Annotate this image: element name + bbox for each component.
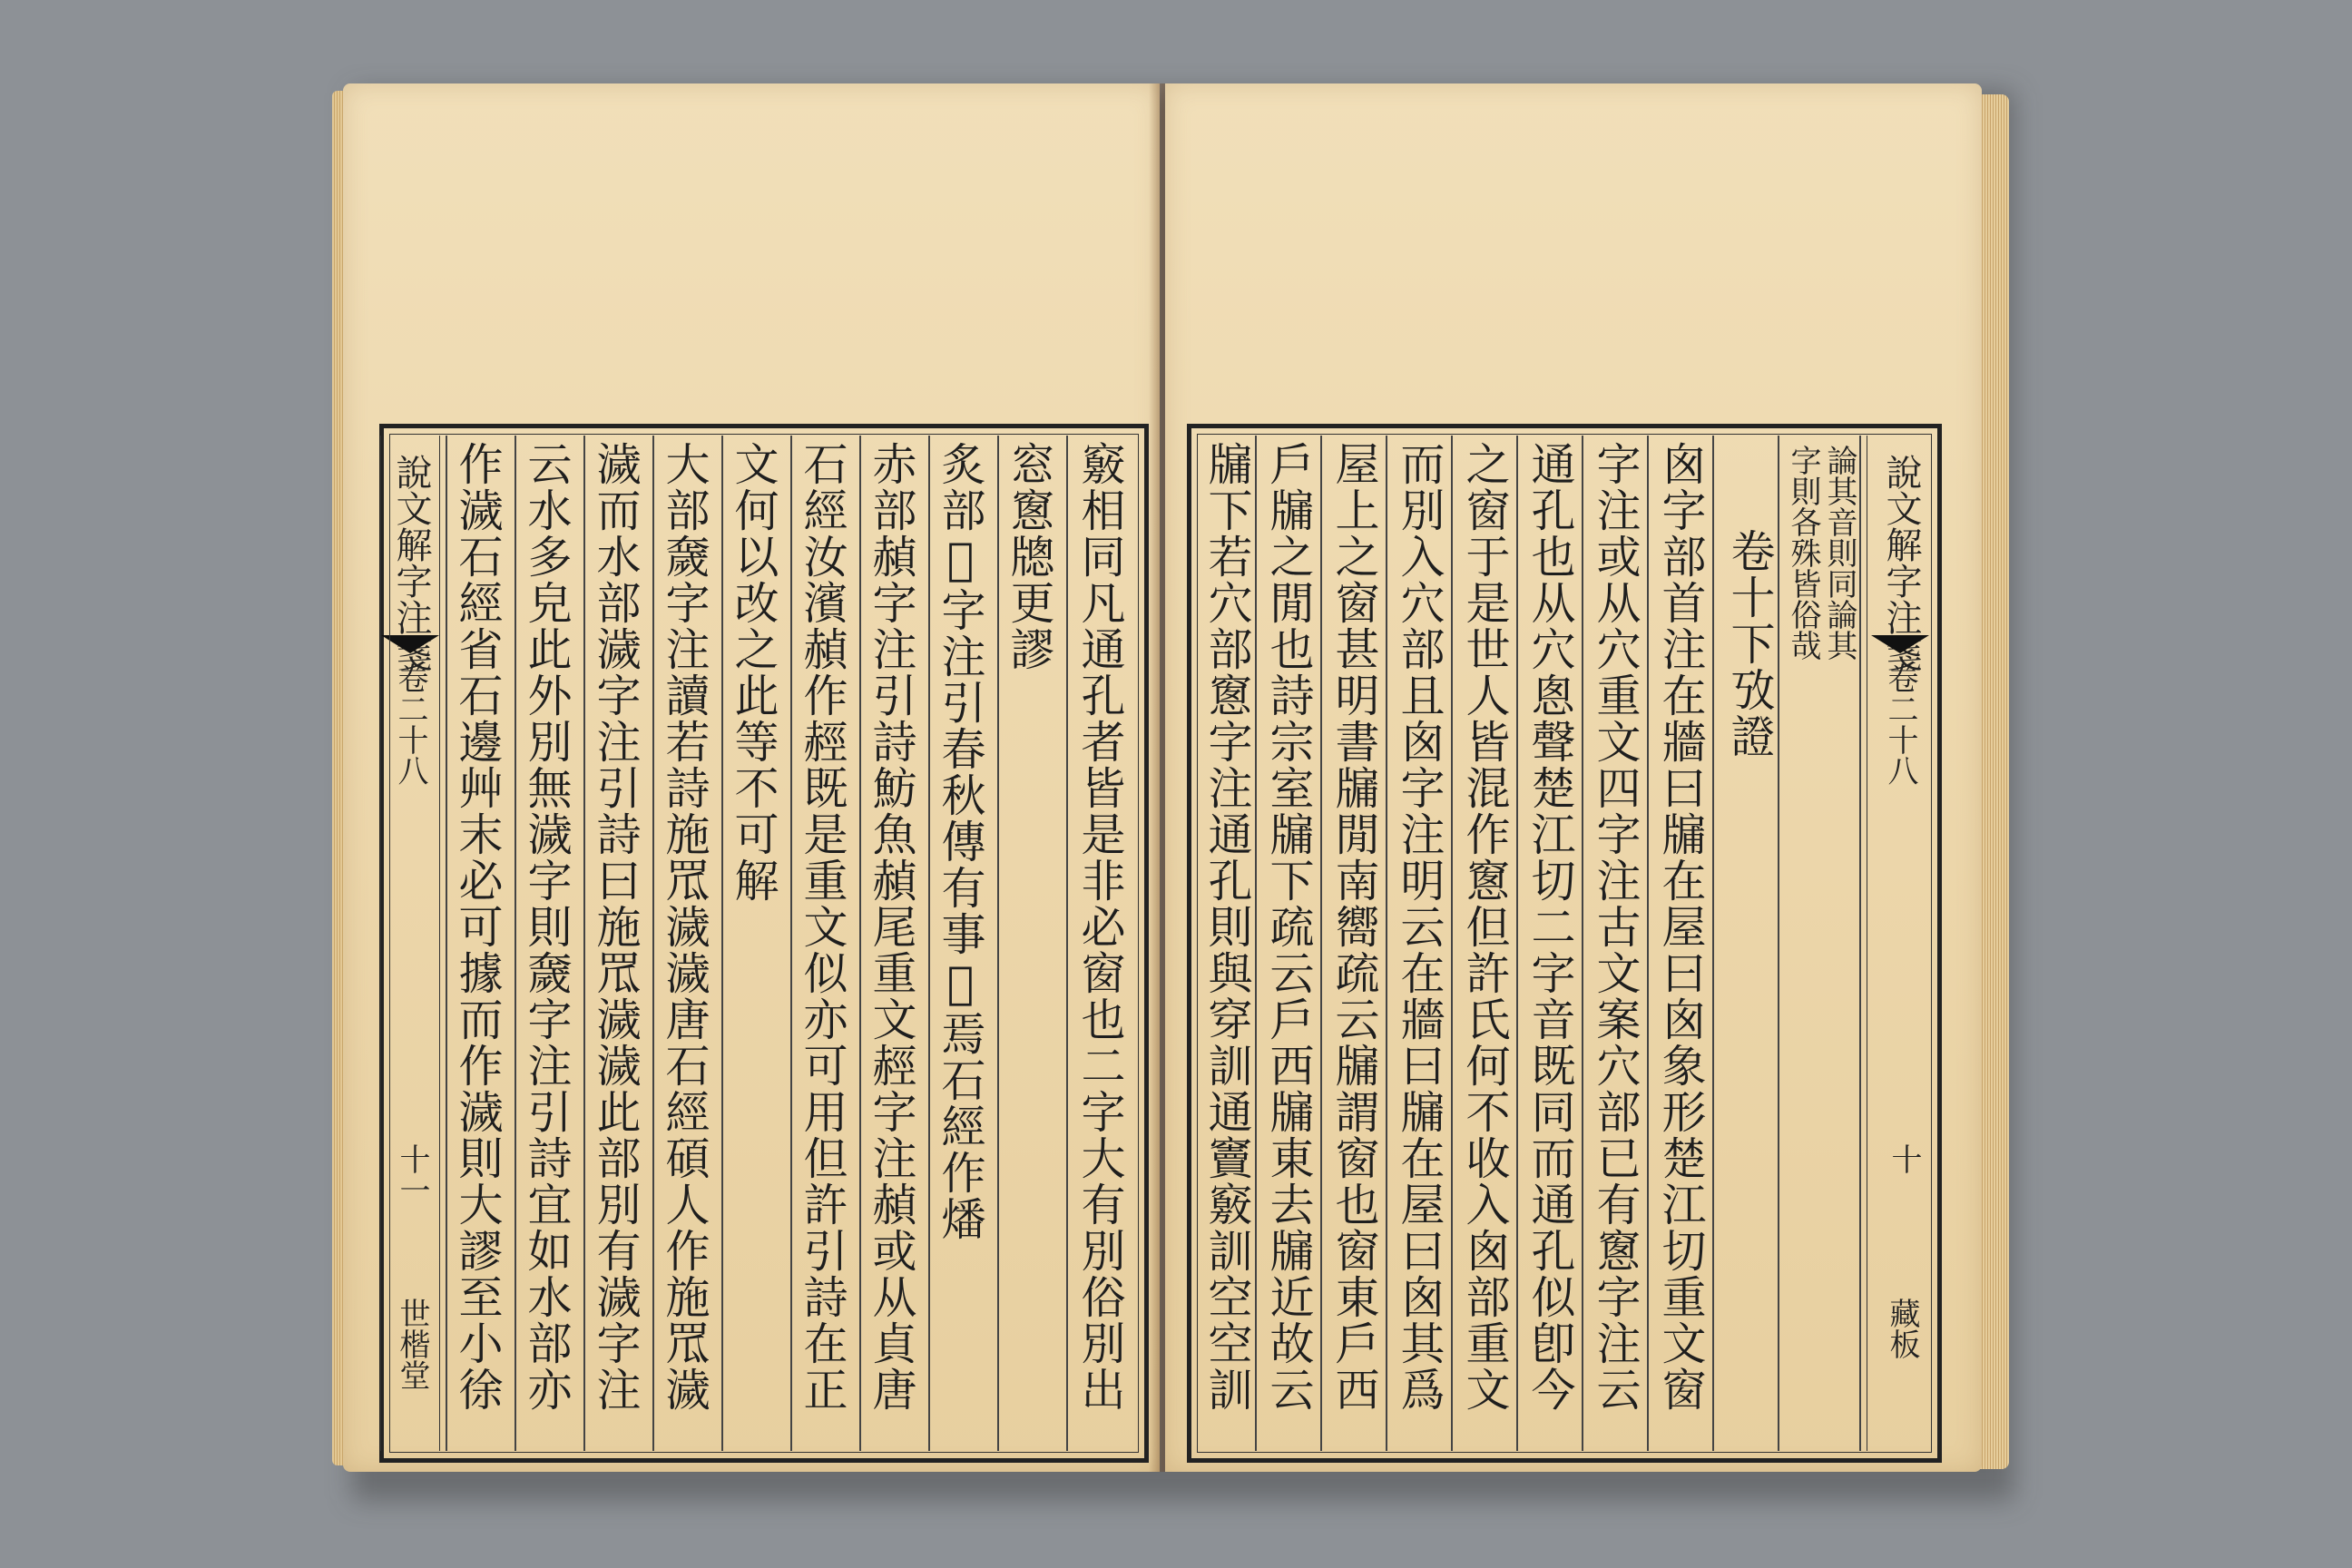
left-banxin [380, 436, 440, 1451]
right-margin-studio: 藏板 [1884, 1298, 1920, 1359]
left-col-3: 炙部𤓰字注引春秋傳有事𤓰焉石經作燔 [935, 441, 986, 1242]
right-page [1165, 83, 1982, 1472]
column-rule [446, 436, 447, 1451]
left-text-frame [379, 424, 1149, 1463]
right-margin-title: 說文解字注箋 [1880, 454, 1922, 671]
column-rule [997, 436, 999, 1451]
left-margin-volume: 卷二十八 [392, 662, 428, 786]
column-rule [1712, 436, 1714, 1451]
left-col-5: 石經汝濱赬作䞓既是重文似亦可用但許引詩在正 [797, 441, 848, 1413]
right-col-4: 之窗于是世人皆混作窻但許氏何不收入囪部重文 [1459, 441, 1511, 1413]
right-col-1: 囪字部首注在牆曰牖在屋曰囪象形楚江切重文窗 [1655, 441, 1707, 1413]
right-page-stack [1980, 94, 2009, 1469]
right-banxin [1867, 436, 1933, 1451]
chapter-heading: 卷十下攷證 [1724, 528, 1776, 760]
column-rule [1582, 436, 1583, 1451]
column-rule [1386, 436, 1387, 1451]
column-rule [1516, 436, 1518, 1451]
column-rule [790, 436, 792, 1451]
column-rule [652, 436, 654, 1451]
right-margin-volume: 卷二十八 [1882, 662, 1918, 786]
left-col-7: 大部奯字注讀若詩施罛濊濊唐石經碩人作施罛濊 [659, 441, 710, 1413]
right-margin-page: 十 [1886, 1143, 1922, 1174]
left-col-10: 作濊石經省石邊艸末必可據而作濊則大謬至小徐 [452, 441, 504, 1413]
left-col-9: 云水多皃此外別無濊字則奯字注引詩宜如水部亦 [521, 441, 573, 1413]
column-rule [721, 436, 723, 1451]
left-col-6: 文何以改之此等不可解 [728, 441, 779, 904]
column-rule [1859, 436, 1861, 1451]
column-rule [1255, 436, 1257, 1451]
column-rule [1451, 436, 1453, 1451]
column-rule [859, 436, 861, 1451]
right-text-frame [1187, 424, 1942, 1463]
left-col-2: 窓窻牕更謬 [1004, 441, 1055, 672]
left-page [343, 83, 1160, 1472]
right-col-5: 而別入穴部且囪字注明云在牆曰牖在屋曰囪其爲 [1394, 441, 1446, 1413]
head-note-b: 字則各殊皆俗哉 [1785, 445, 1821, 661]
right-col-2: 字注或从穴重文四字注古文案穴部已有窻字注云 [1590, 441, 1642, 1413]
column-rule [928, 436, 930, 1451]
right-col-3: 通孔也从穴悤聲楚江切二字音既同而通孔似卽今 [1524, 441, 1576, 1413]
column-rule [583, 436, 585, 1451]
left-col-4: 赤部赬字注引詩魴魚赬尾重文䞓字注赬或从貞唐 [866, 441, 917, 1413]
left-col-8: 濊而水部濊字注引詩曰施罛濊濊此部別有濊字注 [590, 441, 642, 1413]
column-rule [1066, 436, 1068, 1451]
column-rule [514, 436, 516, 1451]
head-note-a: 論其音則同論其 [1821, 445, 1857, 661]
left-margin-page: 十一 [394, 1143, 430, 1205]
left-margin-title: 說文解字注箋 [390, 454, 432, 671]
right-fishtail-top [1871, 635, 1929, 653]
right-col-7: 戶牖之閒也詩宗室牖下疏云戶西牖東去牖近故云 [1263, 441, 1315, 1413]
column-rule [1778, 436, 1779, 1451]
column-rule [1647, 436, 1649, 1451]
open-book [343, 74, 2007, 1490]
right-col-8: 牖下若穴部窻字注通孔則與穿訓通竇竅訓空空訓 [1201, 441, 1253, 1413]
left-col-1: 竅相同凡通孔者皆是非必窗也二字大有別俗別出 [1074, 441, 1126, 1413]
left-margin-studio: 世楷堂 [394, 1298, 430, 1390]
column-rule [1320, 436, 1322, 1451]
right-col-6: 屋上之窗甚明書牖閒南嚮疏云牖謂窗也窗東戶西 [1328, 441, 1380, 1413]
left-fishtail-top [381, 635, 439, 653]
